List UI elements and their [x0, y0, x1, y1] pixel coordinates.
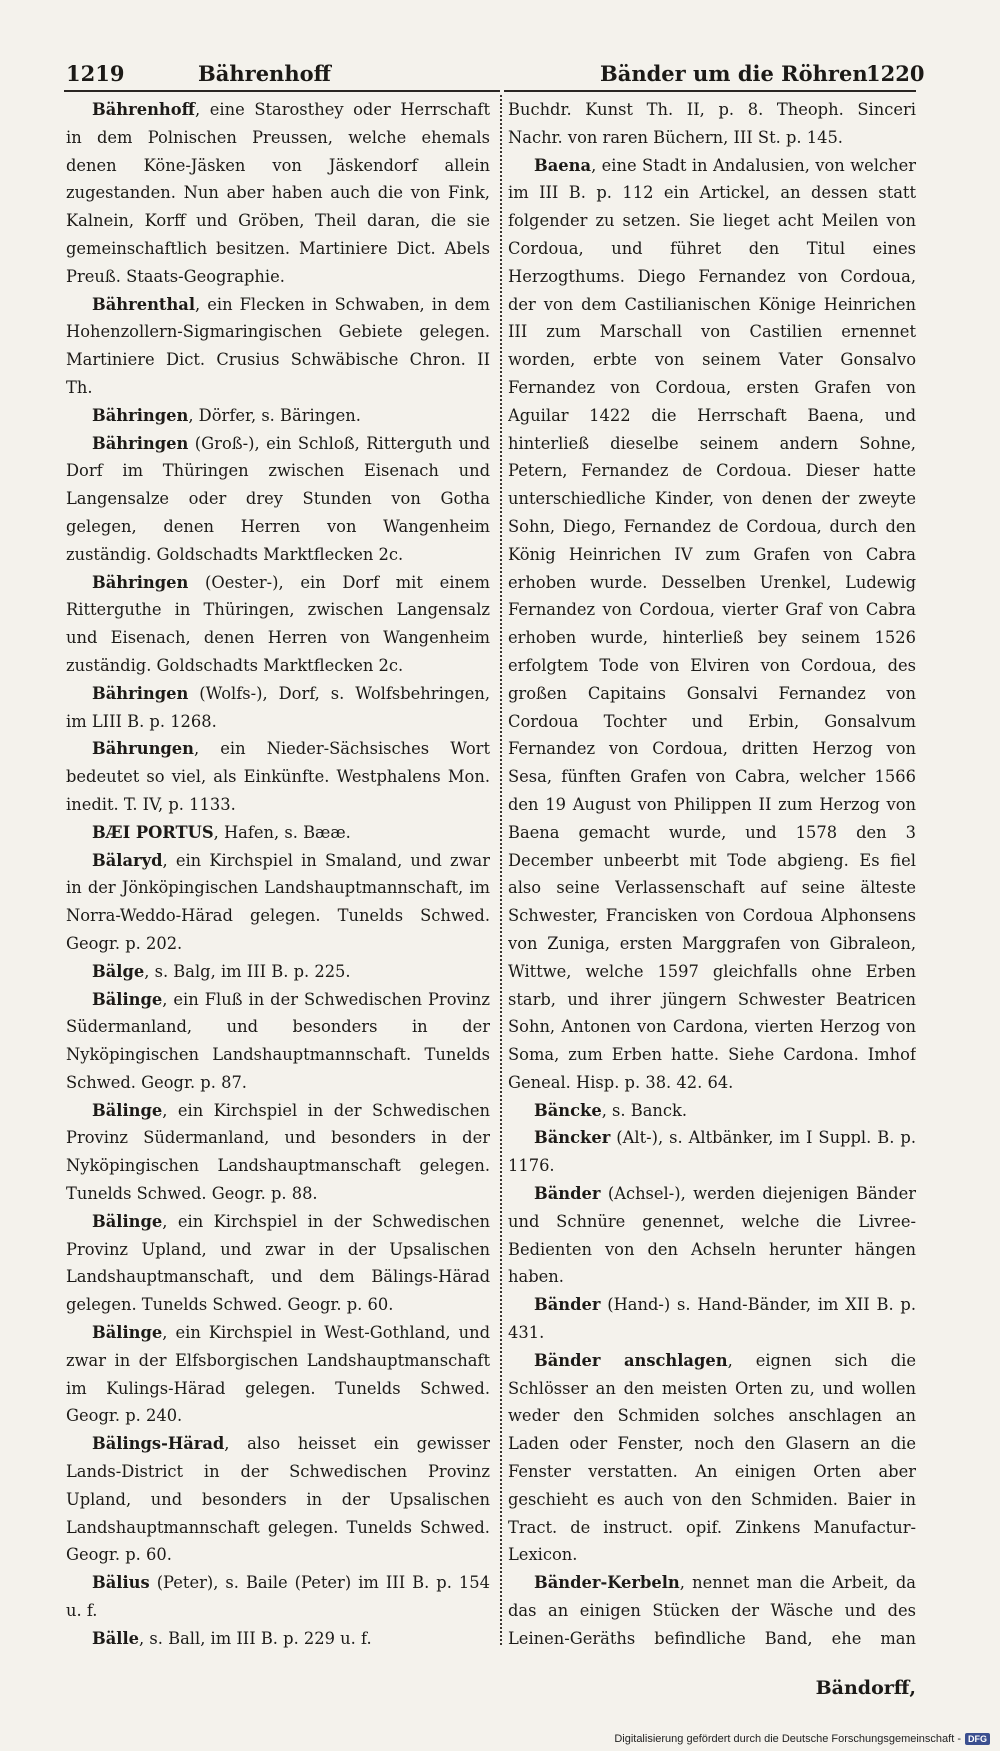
dfg-logo: DFG [965, 1733, 990, 1745]
dictionary-entry [66, 430, 490, 569]
right-column [508, 96, 916, 1656]
dictionary-entry [508, 1347, 916, 1569]
entry-headword: Bälinge [92, 1323, 163, 1343]
entry-headword: Bäncke [534, 1100, 602, 1120]
dictionary-entry [66, 1430, 490, 1569]
dictionary-entry [66, 1208, 490, 1319]
entry-headword: Bälinge [92, 1100, 163, 1120]
footer-text: Digitalisierung gefördert durch die Deutsche Forschungsgemeinschaft - [614, 1733, 961, 1745]
entry-text: , ein Kirchspiel in West-Gothland, und zwar in der Elfsborgischen Landshauptmanschaft im Kulings-Härad gelegen. Tunelds Schwed. Geogr. p. 240. [66, 1323, 490, 1426]
entry-headword: Bänder [534, 1184, 601, 1204]
header-rule-left [64, 90, 500, 92]
entry-text: , ein Kirchspiel in der Schwedischen Provinz Upland, und zwar in der Upsalischen Landshauptmanschaft, und dem Bälings-Härad gelegen. Tunelds Schwed. Geogr. p. 60. [66, 1211, 490, 1315]
entry-text: (Alt-), s. Altbänker, im I Suppl. B. p. 1176. [508, 1128, 916, 1176]
dictionary-entry [66, 958, 490, 986]
dictionary-entry [66, 680, 490, 736]
entry-text: , s. Ball, im III B. p. 229 u. f. [139, 1628, 372, 1648]
entry-headword: Bäncker [534, 1128, 611, 1148]
entry-headword: Bälinge [92, 1211, 163, 1231]
entry-headword: Baena [534, 155, 592, 175]
entry-text: , nennet man die Arbeit, da das an einigen Stücken der Wäsche und des Leinen-Geräths befindliche Band, ehe man [508, 1573, 916, 1648]
dictionary-entry [66, 569, 490, 680]
entry-headword: Bänder [534, 1295, 601, 1315]
entry-headword: Bähringen [92, 683, 189, 703]
entry-headword: Bähringen [92, 433, 189, 453]
dictionary-entry [508, 1124, 916, 1180]
footer [614, 1733, 990, 1745]
left-running-title: Bährenhoff [198, 61, 331, 86]
entry-text: , ein Kirchspiel in Smaland, und zwar in der Jönköpingischen Landshauptmannschaft, im Norra-Weddo-Härad gelegen. Tunelds Schwed. Geogr. p. 202. [66, 850, 490, 953]
left-page-number: 1219 [66, 61, 125, 86]
entry-text: (Hand-) s. Hand-Bänder, im XII B. p. 431. [508, 1295, 916, 1343]
entry-text: (Oester-), ein Dorf mit einem Ritterguthe in Thüringen, zwischen Langensalz und Eisenach, denen Herren von Wangenheim zuständig. Goldschadts Marktflecken 2c. [66, 572, 490, 675]
entry-headword: Bälinge [92, 989, 163, 1009]
entry-headword: Bälius [92, 1573, 150, 1593]
entry-headword: Bähringen [92, 572, 189, 592]
right-page-number: 1220 [866, 61, 925, 86]
entry-headword: Bälings-Härad [92, 1434, 225, 1454]
catchword: Bändorff, [815, 1677, 916, 1699]
entry-text: , also heisset ein gewisser Lands-District in der Schwedischen Provinz Upland, und besonders in der Upsalischen Landshauptmannschaft gelegen. Tunelds Schwed. Geogr. p. 60. [66, 1434, 490, 1565]
dictionary-entry [508, 1291, 916, 1347]
entry-headword: Bänder anschlagen [534, 1350, 728, 1370]
entry-text: (Wolfs-), Dorf, s. Wolfsbehringen, im LIII B. p. 1268. [66, 683, 490, 731]
entry-text: Buchdr. Kunst Th. II, p. 8. Theoph. Sinceri Nachr. von raren Büchern, III St. p. 145. [508, 100, 916, 147]
entry-headword: Bälaryd [92, 850, 163, 870]
dictionary-entry [66, 986, 490, 1097]
dictionary-entry [508, 1097, 916, 1125]
entry-text: , s. Banck. [601, 1100, 688, 1120]
entry-text: , ein Flecken in Schwaben, in dem Hohenzollern-Sigmaringischen Gebiete gelegen. Martiniere Dict. Crusius Schwäbische Chron. II Th. [66, 294, 490, 397]
entry-headword: Bährungen [92, 739, 194, 759]
entry-text: , ein Nieder-Sächsisches Wort bedeutet so viel, als Einkünfte. Westphalens Mon. inedit. T. IV, p. 1133. [66, 739, 490, 814]
column-divider [500, 95, 502, 1645]
dictionary-entry [66, 402, 490, 430]
entry-headword: Bänder-Kerbeln [534, 1573, 680, 1593]
entry-headword: Bälle [92, 1628, 140, 1648]
dictionary-entry [66, 819, 490, 847]
entry-text: , eine Stadt in Andalusien, von welcher im III B. p. 112 ein Artickel, an dessen statt folgender zu setzen. Sie lieget acht Meilen von Cordoua, und führet den Titul eines Herzogthums. Diego Fernandez von Cordoua, der von dem Castilianischen Könige Heinrichen III zum Marschall von Castilien ernennet worden, erbte von seinem Vater Gonsalvo Fernandez von Cordoua, ersten Grafen von Aguilar 1422 die Herrschaft Baena, und hinterließ dieselbe seinem andern Sohne, Petern, Fernandez de Cordoua. Dieser hatte unterschiedliche Kinder, von denen der zweyte Sohn, Diego, Fernandez de Cordoua, durch den König Heinrichen IV zum Grafen von Cabra erhoben wurde. Desselben Urenkel, Ludewig Fernandez von Cordoua, vierter Graf von Cabra erhoben wurde, hinterließ bey seinem 1526 erfolgtem Tode von Elviren von Cordoua, des großen Capitains Gonsalvi Fernandez von Cordoua Tochter und Erbin, Gonsalvum Fernandez von Cordoua, dritten Herzog von Sesa, fünften Grafen von Cabra, welcher 1566 den 19 August von Philippen II zum Herzog von Baena gemacht wurde, und 1578 den 3 December unbeerbt mit Tode abgieng. Es fiel also seine Verlassenschaft auf seine älteste Schwester, Francisken von Cordoua Alphonsens von Zuniga, ersten Marggrafen von Gibraleon, Wittwe, welche 1597 gleichfalls ohne Erben starb, und ihrer jüngern Schwester Beatricen Sohn, Antonen von Cardona, vierten Herzog von Soma, zum Erben hatte. Siehe Cardona. Imhof Geneal. Hisp. p. 38. 42. 64. [508, 155, 916, 1092]
entry-headword: BÆI PORTUS [92, 822, 214, 842]
dictionary-entry [66, 1569, 490, 1625]
entry-text: , eine Starosthey oder Herrschaft in dem Polnischen Preussen, welche ehemals denen Köne-Jäsken von Jäskendorf allein zugestanden. Nun aber haben auch die von Fink, Kalnein, Korff und Gröben, Theil daran, die sie gemeinschaftlich besitzen. Martiniere Dict. Abels Preuß. Staats-Geographie. [66, 100, 490, 286]
entry-headword: Bährenhoff [92, 100, 195, 119]
entry-headword: Bähringen [92, 405, 189, 425]
right-running-title: Bänder um die Röhren [600, 61, 868, 86]
entry-text: , ein Fluß in der Schwedischen Provinz Südermanland, und besonders in der Nyköpingischen Landshauptmannschaft. Tunelds Schwed. Geogr. p. 87. [66, 989, 490, 1092]
dictionary-entry [66, 1653, 490, 1656]
dictionary-entry [66, 735, 490, 818]
entry-text: (Achsel-), werden diejenigen Bänder und Schnüre genennet, welche die Livree-Bedienten von den Achseln herunter hängen haben. [508, 1184, 916, 1287]
entry-headword: Bälge [92, 961, 145, 981]
entry-text: , ein Kirchspiel in der Schwedischen Provinz Südermanland, und besonders in der Nyköpingischen Landshauptmanschaft gelegen. Tunelds Schwed. Geogr. p. 88. [66, 1100, 490, 1204]
dictionary-entry [66, 1097, 490, 1208]
header-rule-right [504, 90, 916, 92]
entry-headword: Bährenthal [92, 294, 196, 314]
dictionary-entry [508, 96, 916, 152]
dictionary-entry [66, 847, 490, 958]
entry-text: (Peter), s. Baile (Peter) im III B. p. 154 u. f. [66, 1573, 490, 1621]
dictionary-entry [66, 1625, 490, 1653]
entry-text: (Groß-), ein Schloß, Ritterguth und Dorf im Thüringen zwischen Eisenach und Langensalze oder drey Stunden von Gotha gelegen, denen Herren von Wangenheim zuständig. Goldschadts Marktflecken 2c. [66, 433, 490, 564]
entry-text: , Hafen, s. Bææ. [213, 822, 351, 842]
dictionary-entry [508, 152, 916, 1097]
entry-text: , s. Balg, im III B. p. 225. [144, 961, 351, 981]
entry-text: , eignen sich die Schlösser an den meisten Orten zu, und wollen weder den Schmiden solches anschlagen an Laden oder Fenster, noch den Glasern an die Fenster verstatten. An einigen Orten aber geschieht es auch von den Schmiden. Baier in Tract. de instruct. opif. Zinkens Manufactur-Lexicon. [508, 1350, 916, 1565]
dictionary-entry [508, 1180, 916, 1291]
dictionary-entry [66, 291, 490, 402]
dictionary-entry [508, 1569, 916, 1656]
left-column [66, 96, 490, 1656]
dictionary-entry [66, 96, 490, 291]
entry-text: , Dörfer, s. Bäringen. [188, 405, 361, 425]
dictionary-entry [66, 1319, 490, 1430]
